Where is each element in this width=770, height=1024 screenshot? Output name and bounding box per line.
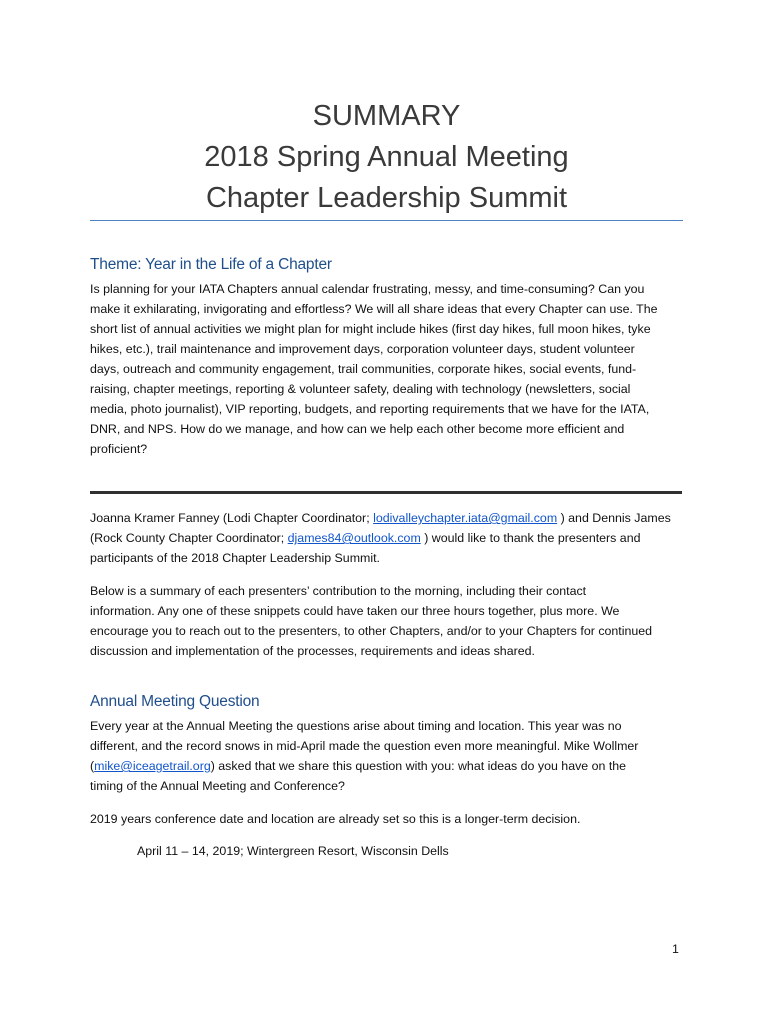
text-line: timing of the Annual Meeting and Conference? xyxy=(90,779,345,793)
text-line: make it exhilarating, invigorating and effortless? We will all share ideas that every Chapter can use. The xyxy=(90,302,658,316)
text-line xyxy=(90,528,680,548)
conference-note: 2019 years conference date and location are already set so this is a longer-term decision. xyxy=(90,812,581,826)
text-line: DNR, and NPS. How do we manage, and how can we help each other become more efficient and xyxy=(90,422,625,436)
page-number: 1 xyxy=(672,942,679,956)
text-line: different, and the record snows in mid-April made the question even more meaningful. Mike Wollmer xyxy=(90,739,639,753)
text-segment: ) would like to thank the presenters and xyxy=(420,531,641,545)
text-segment: ) asked that we share this question with you: what ideas do you have on the xyxy=(210,759,627,773)
document-title xyxy=(90,96,683,219)
text-line xyxy=(90,756,680,776)
text-line: raising, chapter meetings, reporting & volunteer safety, dealing with technology (newsletters, social xyxy=(90,382,631,396)
text-line: proficient? xyxy=(90,442,148,456)
theme-heading: Theme: Year in the Life of a Chapter xyxy=(90,256,332,273)
text-line: information. Any one of these snippets could have taken our three hours together, plus more. We xyxy=(90,604,620,618)
title-divider xyxy=(90,220,683,221)
title-line-summary: SUMMARY xyxy=(312,100,461,132)
text-line: short list of annual activities we might plan for might include hikes (first day hikes, full moon hikes, tyke xyxy=(90,322,651,336)
text-line xyxy=(90,508,680,528)
annual-meeting-heading: Annual Meeting Question xyxy=(90,693,260,710)
text-segment: ( xyxy=(90,759,95,773)
email-link-ice-age-trail[interactable]: mike@iceagetrail.org xyxy=(94,759,211,773)
annual-meeting-paragraph xyxy=(90,716,680,796)
text-line: days, outreach and community engagement, trail communities, corporate hikes, social events, fund- xyxy=(90,362,637,376)
text-line: media, photo journalist), VIP reporting, budgets, and reporting requirements that we have for the IATA, xyxy=(90,402,650,416)
text-line: Below is a summary of each presenters’ contribution to the morning, including their contact xyxy=(90,584,587,598)
thanks-paragraph xyxy=(90,508,680,568)
text-line: encourage you to reach out to the presenters, to other Chapters, and/or to your Chapters for continued xyxy=(90,624,653,638)
text-line: Every year at the Annual Meeting the questions arise about timing and location. This year was no xyxy=(90,719,622,733)
text-segment: Joanna Kramer Fanney (Lodi Chapter Coordinator; xyxy=(90,511,374,525)
event-date-location: April 11 – 14, 2019; Wintergreen Resort, Wisconsin Dells xyxy=(137,844,449,858)
title-line-meeting: 2018 Spring Annual Meeting xyxy=(204,141,569,173)
email-link-rock-county[interactable]: djames84@outlook.com xyxy=(287,531,421,545)
text-line: Is planning for your IATA Chapters annual calendar frustrating, messy, and time-consuming? Can you xyxy=(90,282,645,296)
text-segment: (Rock County Chapter Coordinator; xyxy=(90,531,288,545)
section-divider xyxy=(90,491,682,494)
summary-intro-paragraph xyxy=(90,581,680,661)
text-line: hikes, etc.), trail maintenance and improvement days, corporation volunteer days, student volunteer xyxy=(90,342,635,356)
text-line: participants of the 2018 Chapter Leadership Summit. xyxy=(90,551,380,565)
email-link-lodi[interactable]: lodivalleychapter.iata@gmail.com xyxy=(373,511,558,525)
text-segment: ) and Dennis James xyxy=(557,511,671,525)
theme-paragraph xyxy=(90,279,680,459)
text-line: discussion and implementation of the processes, requirements and ideas shared. xyxy=(90,644,535,658)
title-line-summit: Chapter Leadership Summit xyxy=(205,182,568,214)
